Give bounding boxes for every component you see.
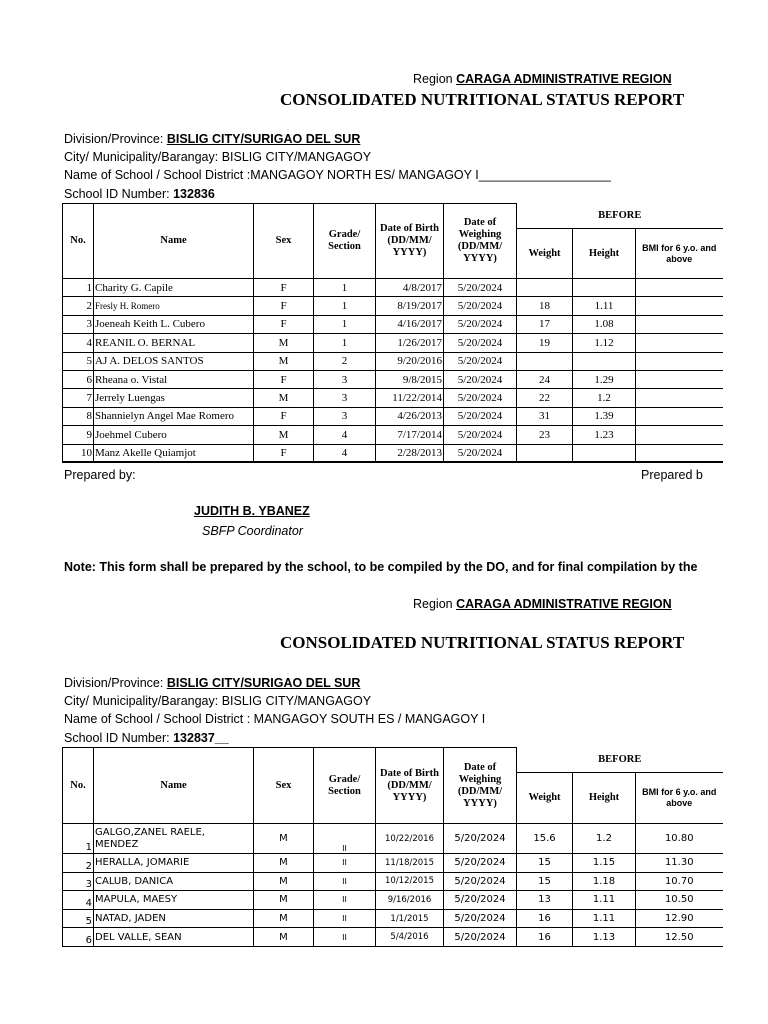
student-weight: 19 [517,334,573,352]
row-number: 5 [63,352,94,370]
weighing-date: 5/20/2024 [444,909,517,928]
student-height: 1.11 [573,909,636,928]
student-height: 1.15 [573,854,636,873]
table-row [63,854,723,873]
student-sex: F [254,444,314,462]
header-name: Name [94,204,254,279]
student-height: 1.18 [573,872,636,891]
student-grade: II [314,928,376,947]
school-id-value-2: 132837__ [173,730,229,745]
student-height: 1.12 [573,334,636,352]
birth-date: 11/22/2014 [376,389,444,407]
table-row [63,370,723,388]
row-number: 10 [63,444,94,462]
row-number: 1 [63,279,94,297]
coordinator-role: SBFP Coordinator [202,524,303,538]
student-name: Shannielyn Angel Mae Romero [94,407,254,425]
student-sex: M [254,872,314,891]
birth-date: 10/22/2016 [376,824,444,854]
header-dob: Date of Birth (DD/MM/ YYYY) [376,748,444,824]
school-id-line-2: School ID Number: 132837__ [64,730,229,745]
header-weight: Weight [517,229,573,279]
student-name: AJ A. DELOS SANTOS [94,352,254,370]
student-sex: M [254,909,314,928]
nutrition-table-1 [62,203,723,463]
table-row [63,334,723,352]
report-title: CONSOLIDATED NUTRITIONAL STATUS REPORT [280,90,685,109]
nutrition-table-2 [62,747,723,947]
table-row [63,352,723,370]
student-height: 1.29 [573,370,636,388]
student-grade: II [314,854,376,873]
student-bmi: 10.50 [636,891,723,910]
student-sex: M [254,334,314,352]
school-line: Name of School / School District :MANGAGOY NORTH ES/ MANGAGOY I___________________ [64,168,611,183]
row-number: 4 [63,891,94,910]
student-weight: 31 [517,407,573,425]
student-height: 1.39 [573,407,636,425]
region-value: CARAGA ADMINISTRATIVE REGION [456,72,672,86]
region-label: Region [413,72,453,86]
table-row [63,297,723,315]
birth-date: 9/8/2015 [376,370,444,388]
birth-date: 10/12/2015 [376,872,444,891]
region-label-2: Region [413,597,453,611]
report-title-2: CONSOLIDATED NUTRITIONAL STATUS REPORT [280,633,685,652]
row-number: 3 [63,315,94,333]
weighing-date: 5/20/2024 [444,297,517,315]
student-weight: 22 [517,389,573,407]
weighing-date: 5/20/2024 [444,407,517,425]
city-line: City/ Municipality/Barangay: BISLIG CITY/MANGAGOY [64,150,372,165]
header-sex: Sex [254,204,314,279]
student-grade: 3 [314,407,376,425]
table-row [63,824,723,854]
student-grade: 1 [314,279,376,297]
birth-date: 8/19/2017 [376,297,444,315]
row-number: 8 [63,407,94,425]
student-name-line2: MENDEZ [95,838,139,850]
student-height [573,444,636,462]
report-info [64,130,611,203]
table-row [63,407,723,425]
student-height: 1.23 [573,426,636,444]
student-weight [517,444,573,462]
row-number: 6 [63,370,94,388]
student-name: CALUB, DANICA [94,872,254,891]
header-no: No. [63,204,94,279]
student-name: Joeneah Keith L. Cubero [94,315,254,333]
school-line-2: Name of School / School District : MANGAGOY SOUTH ES / MANGAGOY I [64,712,486,727]
student-weight [517,352,573,370]
student-name [94,824,254,854]
weighing-date: 5/20/2024 [444,872,517,891]
student-name: NATAD, JADEN [94,909,254,928]
student-bmi: 12.90 [636,909,723,928]
header-height: Height [573,773,636,824]
header-dow: Date of Weighing (DD/MM/ YYYY) [444,204,517,279]
weighing-date: 5/20/2024 [444,891,517,910]
student-weight: 13 [517,891,573,910]
weighing-date: 5/20/2024 [444,315,517,333]
student-name: Jerrely Luengas [94,389,254,407]
student-grade: II [314,909,376,928]
table-row [63,279,723,297]
school-id-line: School ID Number: 132836 [64,186,215,201]
row-number: 7 [63,389,94,407]
student-bmi: 10.80 [636,824,723,854]
student-bmi: 11.30 [636,854,723,873]
header-before: BEFORE [517,748,723,773]
student-weight: 15 [517,854,573,873]
table-row [63,891,723,910]
birth-date: 11/18/2015 [376,854,444,873]
student-height: 1.08 [573,315,636,333]
table-row [63,426,723,444]
row-number: 4 [63,334,94,352]
student-sex: M [254,352,314,370]
row-number: 9 [63,426,94,444]
header-dob: Date of Birth (DD/MM/ YYYY) [376,204,444,279]
student-name: REANIL O. BERNAL [94,334,254,352]
student-bmi [636,370,723,388]
region-line-2 [413,597,672,611]
birth-date: 1/1/2015 [376,909,444,928]
header-before: BEFORE [517,204,723,229]
header-sex: Sex [254,748,314,824]
student-height: 1.2 [573,389,636,407]
division-value-2: BISLIG CITY/SURIGAO DEL SUR [166,676,361,690]
student-grade: 4 [314,444,376,462]
table-row [63,909,723,928]
student-name: Rheana o. Vistal [94,370,254,388]
student-grade: 1 [314,334,376,352]
city-line-2: City/ Municipality/Barangay: BISLIG CITY/MANGAGOY [64,694,372,709]
region-line [413,72,672,86]
birth-date: 9/20/2016 [376,352,444,370]
weighing-date: 5/20/2024 [444,352,517,370]
student-grade: II [314,824,376,854]
header-bmi: BMI for 6 y.o. and above [636,229,723,279]
row-number: 6 [63,928,94,947]
table-row [63,928,723,947]
student-grade: 4 [314,426,376,444]
school-id-value: 132836 [173,186,215,201]
student-weight: 24 [517,370,573,388]
weighing-date: 5/20/2024 [444,444,517,462]
table-row [63,315,723,333]
student-bmi [636,315,723,333]
student-weight: 18 [517,297,573,315]
table-row [63,872,723,891]
weighing-date: 5/20/2024 [444,928,517,947]
student-height: 1.11 [573,891,636,910]
student-height: 1.11 [573,297,636,315]
student-height [573,279,636,297]
header-grade: Grade/ Section [314,748,376,824]
header-weight: Weight [517,773,573,824]
student-name: HERALLA, JOMARIE [94,854,254,873]
birth-date: 2/28/2013 [376,444,444,462]
birth-date: 7/17/2014 [376,426,444,444]
student-height: 1.2 [573,824,636,854]
row-number: 5 [63,909,94,928]
header-no: No. [63,748,94,824]
birth-date: 5/4/2016 [376,928,444,947]
student-weight: 17 [517,315,573,333]
student-grade: 3 [314,370,376,388]
region-value-2: CARAGA ADMINISTRATIVE REGION [456,597,672,611]
header-name: Name [94,748,254,824]
weighing-date: 5/20/2024 [444,389,517,407]
weighing-date: 5/20/2024 [444,279,517,297]
student-grade: 3 [314,389,376,407]
student-weight [517,279,573,297]
row-number: 3 [63,872,94,891]
report-info-2 [64,674,485,747]
student-weight: 16 [517,909,573,928]
student-name: Charity G. Capile [94,279,254,297]
student-sex: M [254,928,314,947]
student-bmi [636,407,723,425]
student-grade: II [314,872,376,891]
student-weight: 23 [517,426,573,444]
student-name: DEL VALLE, SEAN [94,928,254,947]
student-height: 1.13 [573,928,636,947]
header-height: Height [573,229,636,279]
student-bmi [636,444,723,462]
student-weight: 15 [517,872,573,891]
student-bmi [636,389,723,407]
student-sex: M [254,426,314,444]
student-sex: M [254,389,314,407]
prepared-by-label: Prepared by: [64,468,136,482]
student-name: MAPULA, MAESY [94,891,254,910]
header-dow: Date of Weighing (DD/MM/ YYYY) [444,748,517,824]
student-sex: M [254,854,314,873]
student-sex: F [254,315,314,333]
coordinator-name: JUDITH B. YBANEZ [194,504,310,518]
prepared-by-right: Prepared b [641,468,703,482]
weighing-date: 5/20/2024 [444,426,517,444]
student-sex: F [254,370,314,388]
birth-date: 9/16/2016 [376,891,444,910]
student-sex: F [254,407,314,425]
student-bmi [636,279,723,297]
student-bmi [636,334,723,352]
student-bmi: 12.50 [636,928,723,947]
birth-date: 4/16/2017 [376,315,444,333]
student-sex: M [254,824,314,854]
division-line: Division/Province: BISLIG CITY/SURIGAO DEL SUR [64,132,361,146]
division-line-2: Division/Province: BISLIG CITY/SURIGAO DEL SUR [64,676,361,690]
birth-date: 1/26/2017 [376,334,444,352]
row-number: 2 [63,297,94,315]
birth-date: 4/26/2013 [376,407,444,425]
row-number: 2 [63,854,94,873]
student-bmi [636,297,723,315]
student-sex: M [254,891,314,910]
student-grade: 1 [314,315,376,333]
student-name: Fresly H. Romero [94,297,254,315]
student-grade: 2 [314,352,376,370]
student-height [573,352,636,370]
student-name-line1: GALGO,ZANEL RAELE, [95,826,205,838]
student-bmi [636,426,723,444]
student-name: Manz Akelle Quiamjot [94,444,254,462]
weighing-date: 5/20/2024 [444,334,517,352]
student-weight: 16 [517,928,573,947]
note-text: Note: This form shall be prepared by the school, to be compiled by the DO, and for final compilation by the [64,560,698,574]
division-value: BISLIG CITY/SURIGAO DEL SUR [166,132,361,146]
student-grade: 1 [314,297,376,315]
weighing-date: 5/20/2024 [444,370,517,388]
weighing-date: 5/20/2024 [444,824,517,854]
header-bmi: BMI for 6 y.o. and above [636,773,723,824]
student-name: Joehmel Cubero [94,426,254,444]
student-bmi [636,352,723,370]
table-row [63,389,723,407]
student-sex: F [254,297,314,315]
weighing-date: 5/20/2024 [444,854,517,873]
student-sex: F [254,279,314,297]
header-grade: Grade/ Section [314,204,376,279]
birth-date: 4/8/2017 [376,279,444,297]
student-grade: II [314,891,376,910]
student-weight: 15.6 [517,824,573,854]
row-number: 1 [63,824,94,854]
student-bmi: 10.70 [636,872,723,891]
table-row [63,444,723,462]
